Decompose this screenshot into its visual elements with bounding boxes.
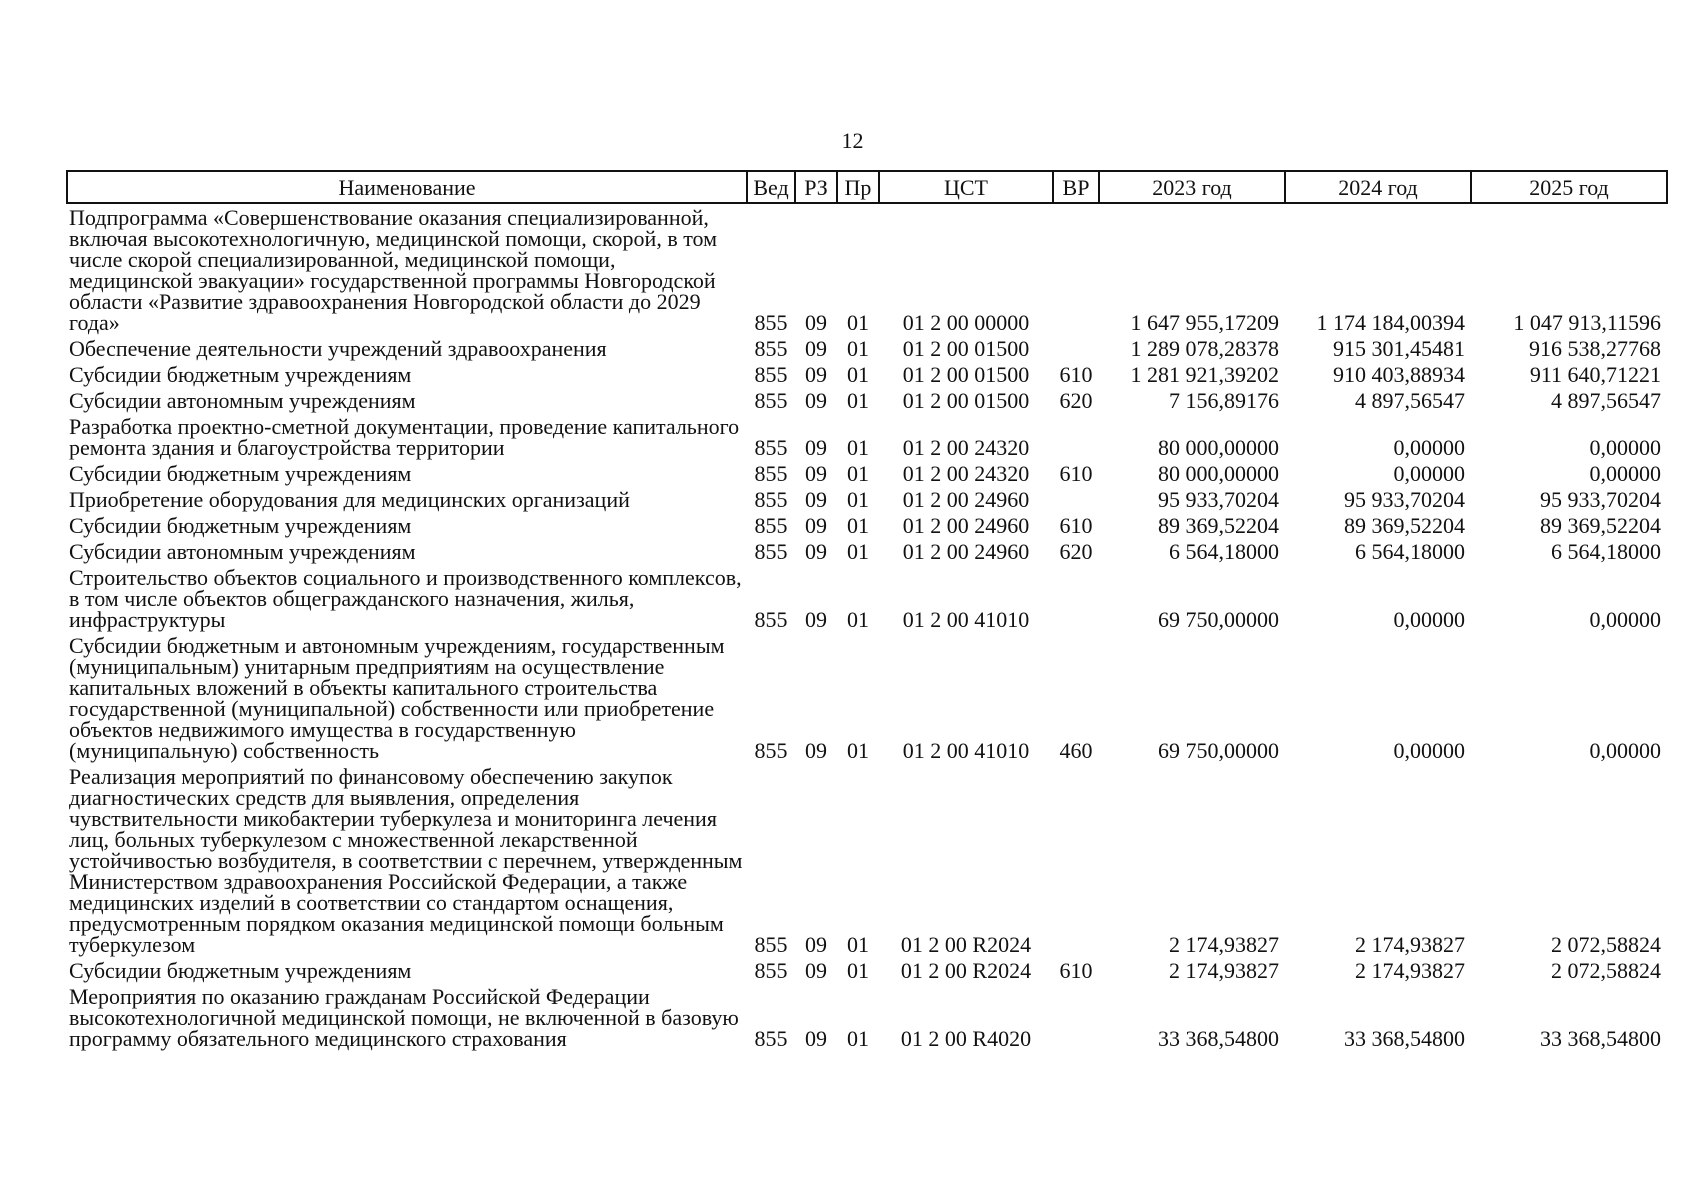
cell-cst: 01 2 00 01500 [902,336,1030,361]
cell-pr: 01 [847,958,869,983]
cell-cst: 01 2 00 41010 [902,738,1030,763]
cell-2024: 0,00000 [1393,435,1465,460]
cell-ved: 855 [754,1026,788,1051]
cell-2025: 911 640,71221 [1529,362,1661,387]
cell-ved: 855 [754,607,788,632]
cell-2024: 2 174,93827 [1355,958,1465,983]
cell-vr [1053,564,1099,632]
cell-2025: 4 897,56547 [1551,388,1661,413]
cell-name: Субсидии бюджетным учреждениям [69,513,412,538]
cell-2024: 0,00000 [1393,607,1465,632]
cell-pr: 01 [847,487,869,512]
cell-pr: 01 [847,388,869,413]
cell-2023: 1 281 921,39202 [1130,362,1279,387]
cell-2023: 80 000,00000 [1158,435,1279,460]
cell-ved: 855 [754,932,788,957]
table-row [67,203,1667,335]
header-pr: Пр [837,171,879,203]
cell-pr: 01 [847,738,869,763]
header-rz: РЗ [795,171,837,203]
cell-2023: 69 750,00000 [1158,607,1279,632]
cell-2025: 2 072,58824 [1551,958,1661,983]
cell-cst: 01 2 00 R2024 [900,958,1032,983]
cell-name: Мероприятия по оказанию гражданам Российской Федерации высокотехнологичной медицинской помощи, не включенной в базовую программу обязательного медицинского страхования [69,984,739,1051]
cell-pr: 01 [847,932,869,957]
cell-vr [1053,486,1099,512]
cell-name: Строительство объектов социального и производственного комплексов, в том числе объектов общегражданского назначения, жилья, инфраструктуры [69,565,742,632]
cell-cst: 01 2 00 01500 [902,388,1030,413]
cell-2024: 6 564,18000 [1355,539,1465,564]
table-row [67,486,1667,512]
page-number: 12 [841,128,864,153]
cell-ved: 855 [754,513,788,538]
cell-pr: 01 [847,1026,869,1051]
cell-name: Подпрограмма «Совершенствование оказания специализированной, включая высокотехнологичную, медицинской помощи, скорой, в том числе скорой специализированной, медицинской помощи, медицинской эвакуации» государственной программы Новгородской области «Развитие здравоохранения Новгородской области до 2029 года» [69,205,718,335]
table-row [67,460,1667,486]
cell-vr: 610 [1059,958,1093,983]
cell-rz: 09 [805,738,827,763]
cell-2025: 1 047 913,11596 [1513,310,1661,335]
cell-2024: 910 403,88934 [1333,362,1465,387]
cell-rz: 09 [805,362,827,387]
cell-ved: 855 [754,388,788,413]
cell-ved: 855 [754,958,788,983]
cell-pr: 01 [847,539,869,564]
cell-rz: 09 [805,1026,827,1051]
cell-2025: 2 072,58824 [1551,932,1661,957]
cell-ved: 855 [754,738,788,763]
cell-pr: 01 [847,513,869,538]
table-row [67,512,1667,538]
cell-pr: 01 [847,336,869,361]
cell-name: Разработка проектно-сметной документации, проведение капитального ремонта здания и благоустройства территории [69,414,740,460]
cell-2024: 1 174 184,00394 [1316,310,1465,335]
cell-2025: 0,00000 [1589,435,1661,460]
cell-2024: 2 174,93827 [1355,932,1465,957]
cell-vr: 610 [1059,461,1093,486]
header-2023: 2023 год [1099,171,1285,203]
cell-2023: 2 174,93827 [1169,958,1279,983]
cell-ved: 855 [754,487,788,512]
cell-rz: 09 [805,336,827,361]
cell-pr: 01 [847,435,869,460]
table-row [67,763,1667,957]
cell-rz: 09 [805,388,827,413]
cell-vr [1053,763,1099,957]
cell-cst: 01 2 00 24320 [902,461,1030,486]
cell-2023: 1 289 078,28378 [1130,336,1279,361]
cell-rz: 09 [805,513,827,538]
cell-ved: 855 [754,336,788,361]
table-row [67,632,1667,763]
cell-name: Субсидии бюджетным учреждениям [69,461,412,486]
cell-rz: 09 [805,487,827,512]
cell-2024: 4 897,56547 [1355,388,1465,413]
cell-pr: 01 [847,607,869,632]
cell-2025: 89 369,52204 [1540,513,1661,538]
cell-2023: 69 750,00000 [1158,738,1279,763]
cell-name: Субсидии бюджетным и автономным учреждениям, государственным (муниципальным) унитарным предприятиям на осуществление капитальных вложений в объекты капитального строительства государственной (муниципальной) собственности или приобретение объектов недвижимого имущества в государственную (муниципальную) собственность [69,633,725,763]
cell-2024: 0,00000 [1393,461,1465,486]
table-row [67,983,1667,1051]
cell-2024: 33 368,54800 [1344,1026,1465,1051]
cell-2025: 95 933,70204 [1540,487,1661,512]
cell-2023: 2 174,93827 [1169,932,1279,957]
cell-name: Субсидии автономным учреждениям [69,388,416,413]
header-vr: ВР [1053,171,1099,203]
cell-cst: 01 2 00 24960 [902,487,1030,512]
cell-2025: 33 368,54800 [1540,1026,1661,1051]
table-header-row [67,171,1667,203]
cell-vr: 620 [1059,539,1093,564]
cell-vr: 610 [1059,513,1093,538]
cell-2025: 0,00000 [1589,607,1661,632]
table-body [67,203,1667,1051]
cell-rz: 09 [805,958,827,983]
cell-cst: 01 2 00 41010 [902,607,1030,632]
cell-rz: 09 [805,435,827,460]
cell-2023: 80 000,00000 [1158,461,1279,486]
header-2025: 2025 год [1471,171,1667,203]
header-ved: Вед [747,171,795,203]
cell-ved: 855 [754,310,788,335]
cell-ved: 855 [754,362,788,387]
cell-2025: 916 538,27768 [1529,336,1661,361]
cell-name: Приобретение оборудования для медицинских организаций [69,487,630,512]
cell-2024: 95 933,70204 [1344,487,1465,512]
cell-pr: 01 [847,362,869,387]
cell-vr [1053,335,1099,361]
table-row [67,387,1667,413]
cell-name: Субсидии автономным учреждениям [69,539,416,564]
cell-vr [1053,203,1099,335]
cell-vr [1053,413,1099,460]
cell-cst: 01 2 00 R2024 [900,932,1032,957]
cell-2024: 89 369,52204 [1344,513,1465,538]
cell-2023: 89 369,52204 [1158,513,1279,538]
cell-name: Реализация мероприятий по финансовому обеспечению закупок диагностических средств для выявления, определения чувствительности микобактерии туберкулеза и мониторинга лечения лиц, больных туберкулезом с множественной лекарственной устойчивостью возбудителя, в соответствии с перечнем, утвержденным Министерством здравоохранения Российской Федерации, а также медицинских изделий в соответствии со стандартом оснащения, предусмотренным порядком оказания медицинской помощи больным туберкулезом [69,764,743,957]
cell-ved: 855 [754,435,788,460]
cell-ved: 855 [754,461,788,486]
cell-cst: 01 2 00 24960 [902,513,1030,538]
cell-2024: 915 301,45481 [1333,336,1465,361]
table-row [67,361,1667,387]
cell-2023: 95 933,70204 [1158,487,1279,512]
cell-rz: 09 [805,932,827,957]
table-row [67,564,1667,632]
cell-2023: 33 368,54800 [1158,1026,1279,1051]
cell-cst: 01 2 00 24320 [902,435,1030,460]
table-row [67,413,1667,460]
cell-2023: 1 647 955,17209 [1130,310,1279,335]
cell-rz: 09 [805,607,827,632]
cell-vr: 460 [1059,738,1093,763]
table-row [67,335,1667,361]
cell-2023: 6 564,18000 [1169,539,1279,564]
cell-cst: 01 2 00 01500 [902,362,1030,387]
cell-vr: 610 [1059,362,1093,387]
cell-pr: 01 [847,461,869,486]
cell-name: Обеспечение деятельности учреждений здравоохранения [69,336,607,361]
cell-2025: 6 564,18000 [1551,539,1661,564]
cell-cst: 01 2 00 R4020 [900,1026,1032,1051]
budget-table [66,170,1668,1051]
cell-2025: 0,00000 [1589,461,1661,486]
cell-cst: 01 2 00 24960 [902,539,1030,564]
cell-vr [1053,983,1099,1051]
cell-rz: 09 [805,310,827,335]
header-name: Наименование [67,171,747,203]
cell-rz: 09 [805,539,827,564]
cell-2023: 7 156,89176 [1169,388,1279,413]
header-cst: ЦСТ [879,171,1053,203]
cell-2025: 0,00000 [1589,738,1661,763]
cell-2024: 0,00000 [1393,738,1465,763]
header-2024: 2024 год [1285,171,1471,203]
table-row [67,957,1667,983]
cell-cst: 01 2 00 00000 [902,310,1030,335]
table-row [67,538,1667,564]
cell-pr: 01 [847,310,869,335]
cell-name: Субсидии бюджетным учреждениям [69,362,412,387]
cell-rz: 09 [805,461,827,486]
cell-ved: 855 [754,539,788,564]
cell-vr: 620 [1059,388,1093,413]
cell-name: Субсидии бюджетным учреждениям [69,958,412,983]
